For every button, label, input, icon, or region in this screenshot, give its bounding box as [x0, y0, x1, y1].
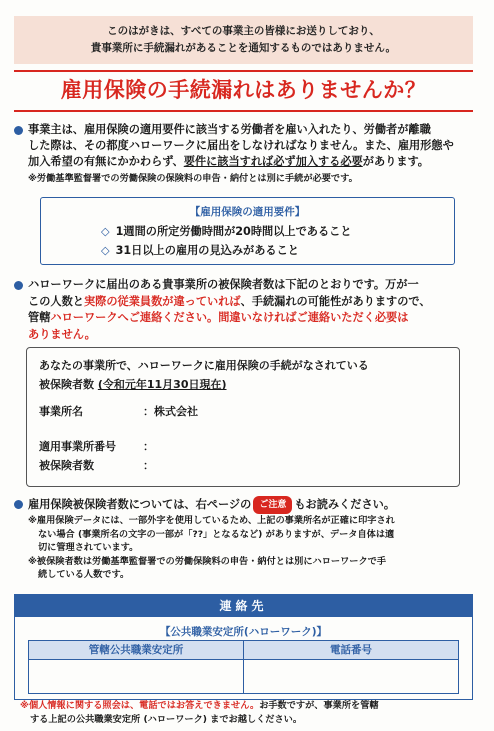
bullet-icon: [14, 500, 23, 509]
page-title: 雇用保険の手続漏れはありませんか？: [14, 70, 473, 112]
phone-column-header: 電話番号: [244, 641, 458, 660]
insured-count-label: 被保険者数: [39, 459, 94, 472]
office-name-value: ：株式会社: [143, 405, 198, 418]
info-line-2: 被保険者数 (令和元年11月30日現在): [39, 378, 227, 391]
caution-badge: ご注意: [253, 496, 292, 514]
info-line-1: あなたの事業所で、ハローワークに雇用保険の手続がなされている: [39, 359, 369, 372]
office-number-value: ：: [143, 440, 154, 453]
bullet-icon: [14, 126, 23, 135]
contact-subtitle: 【公共職業安定所(ハローワーク)】: [159, 626, 328, 638]
contact-header: 連絡先: [15, 595, 472, 617]
contact-section: [14, 594, 473, 700]
table-divider: [243, 641, 244, 693]
section1-note: ※労働基準監督署での労働保険の保険料の申告・納付とは別に手続が必要です。: [28, 173, 358, 184]
office-column-header: 管轄公共職業安定所: [29, 641, 243, 660]
office-name-label: 事業所名: [39, 405, 83, 418]
requirement-item: ◇ 31日以上の雇用の見込みがあること: [101, 244, 299, 257]
office-number-label: 適用事業所番号: [39, 440, 116, 453]
notice-line-2: 貴事業所に手続漏れがあることを通知するものではありません。: [90, 42, 397, 54]
contact-table: [28, 640, 459, 694]
diamond-icon: ◇: [101, 244, 110, 257]
bullet-icon: [14, 281, 23, 290]
requirements-box: [40, 197, 455, 265]
requirements-title: 【雇用保険の適用要件】: [189, 206, 306, 218]
notice-banner: [14, 16, 473, 64]
section3-notes: ※雇用保険データには、一部外字を使用しているため、上記の事業所名が正確に印字され ない場合 (事業所名の文字の一部が「??」となるなど) がありますが、データ自体は適 切に管理されています。 ※被保険者数は労働基準監督署での労働保険料の申告・納付とは別にハローワークで手 続している人数です。: [28, 515, 395, 580]
section1-text: 事業主は、雇用保険の適用要件に該当する労働者を雇い入れたり、労働者が離職 した際は、その都度ハローワークに届出をしなければなりません。また、雇用形態や 加入希望の有無にかかわらず、要件に該当すれば必ず加入する必要があります。: [28, 123, 454, 168]
insured-count-value: ：: [143, 459, 154, 472]
footer-note: ※個人情報に関する照会は、電話ではお答えできません。お手数ですが、事業所を管轄 する上記の公共職業安定所 (ハローワーク) までお越しください。: [20, 700, 379, 725]
notice-line-1: このはがきは、すべての事業主の皆様にお送りしており、: [107, 25, 380, 37]
employer-info-box: [26, 347, 460, 487]
diamond-icon: ◇: [101, 225, 110, 238]
requirement-item: ◇ 1週間の所定労働時間が20時間以上であること: [101, 225, 352, 238]
section3-text: 雇用保険被保険者数については、右ページの ご注意 もお読みください。: [28, 496, 395, 514]
section2-text: ハローワークに届出のある貴事業所の被保険者数は下記のとおりです。万が一 この人数と実際の従業員数が違っていれば、手続漏れの可能性がありますので、 管轄ハローワークへご連絡ください。間違いなければご連絡いただく必要は ありません。: [28, 278, 431, 341]
